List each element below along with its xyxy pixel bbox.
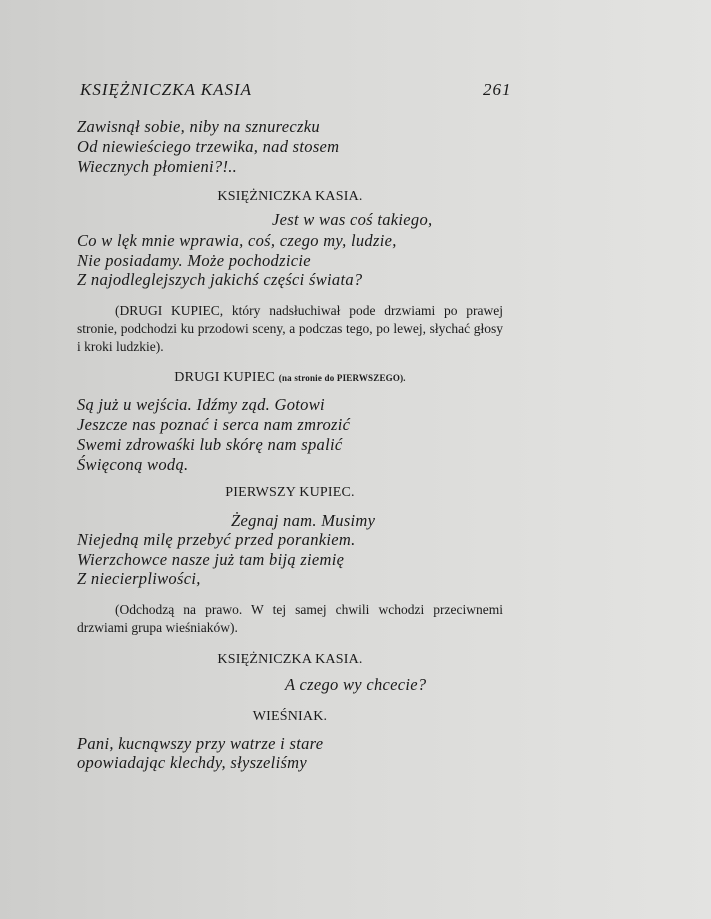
verse-line: Żegnaj nam. Musimy (231, 511, 376, 530)
speaker-name (0, 368, 580, 388)
page-number: 261 (483, 80, 512, 99)
speaker-name: PIERWSZY KUPIEC. (225, 485, 355, 500)
speaker-name-text: DRUGI KUPIEC (174, 370, 276, 385)
verse-line: Są już u wejścia. Idźmy ząd. Gotowi (77, 395, 325, 414)
verse-line: Swemi zdrowaśki lub skórę nam spalić (77, 435, 343, 454)
verse-line: Od niewieściego trzewika, nad stosem (77, 137, 340, 156)
verse-line: Z niecierpliwości, (77, 569, 201, 588)
verse-line: Nie posiadamy. Może pochodzicie (77, 251, 311, 270)
verse-line: Wierzchowce nasze już tam biją ziemię (77, 550, 345, 569)
speaker-name: KSIĘŻNICZKA KASIA. (217, 189, 363, 204)
verse-line: Jest w was coś takiego, (272, 210, 433, 229)
running-title: KSIĘŻNICZKA KASIA (80, 80, 253, 99)
stage-direction: (Odchodzą na prawo. W tej samej chwili wchodzi przeciwnemi drzwiami grupa wieśniaków). (77, 602, 503, 635)
stage-direction: (DRUGI KUPIEC, który nadsłuchiwał pode drzwiami po prawej stronie, podchodzi ku przodowi sceny, a podczas tego, po lewej, słychać głosy i kroki ludzkie). (77, 303, 503, 354)
verse-line: Zawisnął sobie, niby na sznureczku (77, 117, 320, 136)
verse-line: Pani, kucnąwszy przy watrze i stare (77, 734, 324, 753)
speaker-name: KSIĘŻNICZKA KASIA. (217, 652, 363, 667)
verse-line: Wiecznych płomieni?!.. (77, 157, 238, 176)
verse-line: Święconą wodą. (77, 455, 189, 474)
verse-line: opowiadając klechdy, słyszeliśmy (77, 753, 308, 772)
speaker-name: WIEŚNIAK. (252, 709, 328, 724)
verse-line: Niejedną milę przebyć przed porankiem. (77, 530, 356, 549)
verse-line: Co w lęk mnie wprawia, coś, czego my, ludzie, (77, 231, 397, 250)
verse-line: Jeszcze nas poznać i serca nam zmrozić (77, 415, 351, 434)
verse-line: A czego wy chcecie? (285, 675, 427, 694)
speaker-aside: (na stronie do PIERWSZEGO). (278, 373, 406, 383)
verse-line: Z najodleglejszych jakichś części świata? (77, 270, 363, 289)
